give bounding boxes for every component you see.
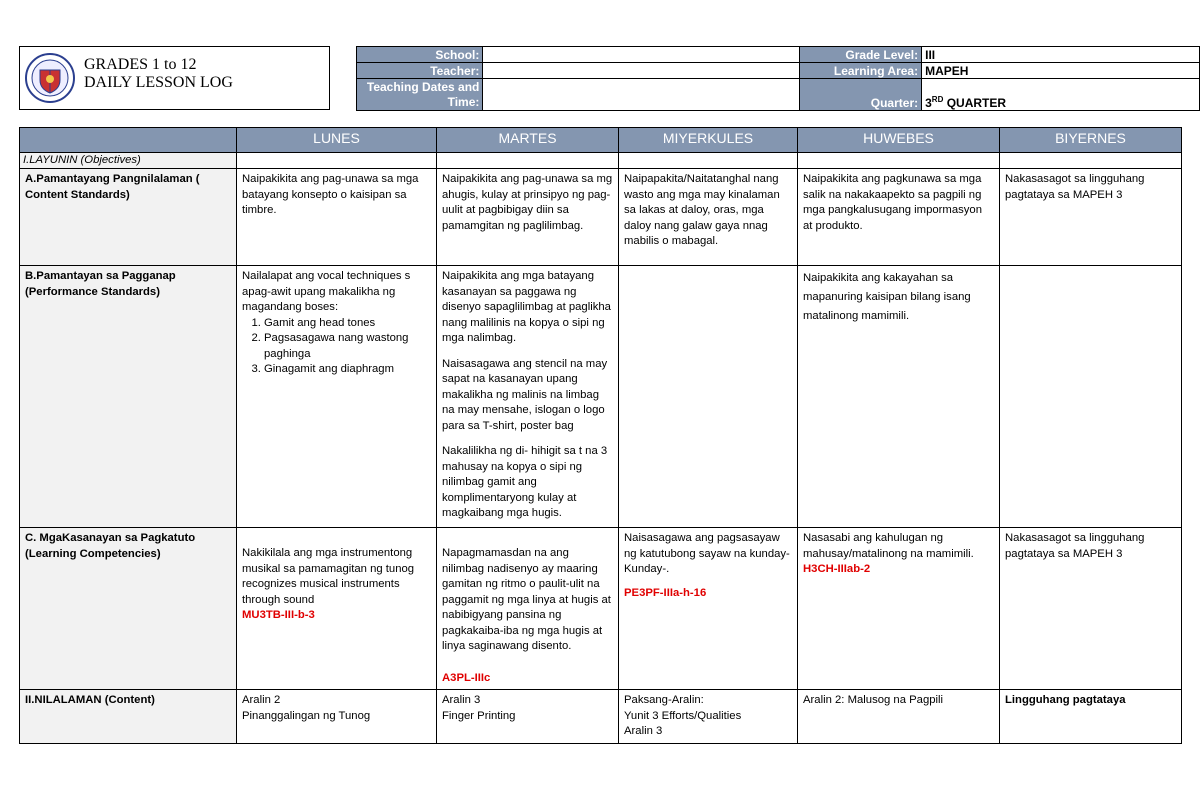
objectives-martes[interactable] <box>437 152 619 169</box>
competencies-martes[interactable] <box>437 528 619 690</box>
nilalaman-label-rest: (Content) <box>101 694 155 706</box>
competencies-lunes[interactable] <box>237 528 437 690</box>
nilalaman-huwebes[interactable] <box>798 690 1000 744</box>
nil-miyerkules-line2: Yunit 3 Efforts/Qualities <box>624 709 742 722</box>
list-item: 1. Gamit ang head tones <box>264 316 431 332</box>
day-header-huwebes: HUWEBES <box>798 128 1000 153</box>
dates-label-line1: Teaching Dates and <box>366 79 480 94</box>
perf-martes-para3: Nakalilikha ng di- hihigit sa t na 3 mahusay na kopya o sipi ng nilimbag gamit ang komplimentaryong kulay at magkaibang mga hugis. <box>442 445 608 519</box>
nil-huwebes-line1: Aralin 2: Malusog na Pagpili <box>803 694 944 706</box>
comp-lunes-code: MU3TB-III-b-3 <box>242 609 315 621</box>
nilalaman-label <box>20 690 237 744</box>
nilalaman-lunes[interactable] <box>237 690 437 744</box>
comp-martes-text: Napagmamasdan na ang nilimbag nadisenyo ay maaring gamitan ng ritmo o paulit-ulit na paggamit ng mga linya at hugis at nabibigyang pansina ng pagkakaiba-iba ng mga hugis at linya saginawang disento. <box>442 547 611 652</box>
comp-lunes-text: Nakikilala ang mga instrumentong musikal sa pamamagitan ng tunog recognizes musical instruments through sound <box>242 547 415 606</box>
dates-label <box>357 79 483 111</box>
teacher-label: Teacher: <box>357 63 483 79</box>
school-field[interactable] <box>483 47 800 63</box>
performance-standards-row <box>20 266 1182 528</box>
lesson-info-table <box>356 46 1200 111</box>
nilalaman-label-bold: II.NILALAMAN <box>25 694 102 706</box>
school-label: School: <box>357 47 483 63</box>
nil-miyerkules-line1: Paksang-Aralin: <box>624 694 704 706</box>
content-standards-martes[interactable]: Naipakikita ang pag-unawa sa mg ahugis, kulay at prinsipyo ng pag-uulit at pagbibigay diin sa pamamgitan ng paglilimbag. <box>437 169 619 266</box>
day-header-miyerkules: MIYERKULES <box>619 128 798 153</box>
day-header-lunes: LUNES <box>237 128 437 153</box>
performance-standards-label: B.Pamantayan sa Pagganap (Performance Standards) <box>20 266 237 528</box>
quarter-label: Quarter: <box>800 79 922 111</box>
objectives-label: I.LAYUNIN (Objectives) <box>20 152 237 169</box>
quarter-suffix: RD <box>931 95 944 104</box>
deped-seal-icon <box>25 53 75 103</box>
day-header-row <box>20 128 1182 153</box>
objectives-row <box>20 152 1182 169</box>
comp-huwebes-code: H3CH-IIIab-2 <box>803 563 871 575</box>
content-standards-biyernes[interactable]: Nakasasagot sa lingguhang pagtataya sa MAPEH 3 <box>1000 169 1182 266</box>
comp-martes-code: A3PL-IIIc <box>442 671 491 684</box>
content-standards-huwebes[interactable]: Naipakikita ang pagkunawa sa mga salik na nakakaapekto sa pagpili ng mga pangkalusugang impormasyon at produkto. <box>798 169 1000 266</box>
doc-title-line2: DAILY LESSON LOG <box>84 74 233 91</box>
learning-competencies-row <box>20 528 1182 690</box>
day-header-martes: MARTES <box>437 128 619 153</box>
nilalaman-miyerkules[interactable] <box>619 690 798 744</box>
nilalaman-row <box>20 690 1182 744</box>
competencies-miyerkules[interactable] <box>619 528 798 690</box>
nil-lunes-line1: Aralin 2 <box>242 694 281 706</box>
grade-level-field[interactable]: III <box>922 47 1200 63</box>
content-standards-row <box>20 169 1182 266</box>
dates-field[interactable] <box>483 79 800 111</box>
objectives-huwebes[interactable] <box>798 152 1000 169</box>
grade-level-label: Grade Level: <box>800 47 922 63</box>
daily-lesson-table <box>19 127 1182 744</box>
learning-area-label: Learning Area: <box>800 63 922 79</box>
nilalaman-biyernes[interactable] <box>1000 690 1182 744</box>
nil-martes-line1: Aralin 3 <box>442 694 481 706</box>
dates-label-line2: Time: <box>447 94 480 109</box>
objectives-miyerkules[interactable] <box>619 152 798 169</box>
nil-lunes-line2: Pinanggalingan ng Tunog <box>242 709 371 722</box>
comp-miyerkules-text: Naisasagawa ang pagsasayaw ng katutubong sayaw na kunday-Kunday-. <box>624 532 790 575</box>
nil-martes-line2: Finger Printing <box>442 709 516 722</box>
day-header-biyernes: BIYERNES <box>1000 128 1182 153</box>
quarter-text: QUARTER <box>943 96 1007 110</box>
content-standards-label: A.Pamantayang Pangnilalaman ( Content Standards) <box>20 169 237 266</box>
competencies-huwebes[interactable] <box>798 528 1000 690</box>
perf-martes-para1: Naipakikita ang mga batayang kasanayan sa paggawa ng disenyo sapaglilimbag at paglikha nang malilinis na kopya o sipi ng mga nalimbag. <box>442 270 611 344</box>
corner-header <box>20 128 237 153</box>
doc-title-line1: GRADES 1 to 12 <box>84 56 197 73</box>
objectives-biyernes[interactable] <box>1000 152 1182 169</box>
performance-standards-lunes[interactable] <box>237 266 437 528</box>
teacher-field[interactable] <box>483 63 800 79</box>
learning-area-field[interactable]: MAPEH <box>922 63 1200 79</box>
objectives-lunes[interactable] <box>237 152 437 169</box>
nil-miyerkules-line3: Aralin 3 <box>624 725 663 737</box>
performance-standards-martes[interactable] <box>437 266 619 528</box>
competencies-biyernes[interactable]: Nakasasagot sa lingguhang pagtataya sa MAPEH 3 <box>1000 528 1182 690</box>
comp-miyerkules-code: PE3PF-IIIa-h-16 <box>624 586 707 599</box>
content-standards-lunes[interactable]: Naipakikita ang pag-unawa sa mga batayang konsepto o kaisipan sa timbre. <box>237 169 437 266</box>
quarter-field[interactable] <box>922 79 1200 111</box>
performance-standards-miyerkules[interactable] <box>619 266 798 528</box>
nilalaman-martes[interactable] <box>437 690 619 744</box>
nil-biyernes-line1: Lingguhang pagtataya <box>1005 694 1126 706</box>
vocal-techniques-list <box>242 316 431 378</box>
perf-lunes-intro: Nailalapat ang vocal techniques s apag-awit upang makalikha ng magandang boses: <box>242 270 411 313</box>
performance-standards-biyernes[interactable] <box>1000 266 1182 528</box>
content-standards-miyerkules[interactable]: Naipapakita/Naitatanghal nang wasto ang mga may kinalaman sa lakas at daloy, oras, mga daloy nang galaw gaya nnag mabilis o mabagal. <box>619 169 798 266</box>
quarter-number: 3 <box>925 96 932 110</box>
list-item: 3. Ginagamit ang diaphragm <box>264 362 431 378</box>
perf-martes-para2: Naisasagawa ang stencil na may sapat na kasanayan upang makalikha ng malinis na limbag na may mensahe, islogan o logo para sa T-shirt, poster bag <box>442 357 608 432</box>
comp-huwebes-text: Nasasabi ang kahulugan ng mahusay/matalinong na mamimili. <box>803 532 974 560</box>
learning-competencies-label: C. MgaKasanayan sa Pagkatuto (Learning Competencies) <box>20 528 237 690</box>
performance-standards-huwebes[interactable]: Naipakikita ang kakayahan sa mapanuring kaisipan bilang isang matalinong mamimili. <box>798 266 1000 528</box>
list-item: 2. Pagsasagawa nang wastong paghinga <box>264 331 431 362</box>
